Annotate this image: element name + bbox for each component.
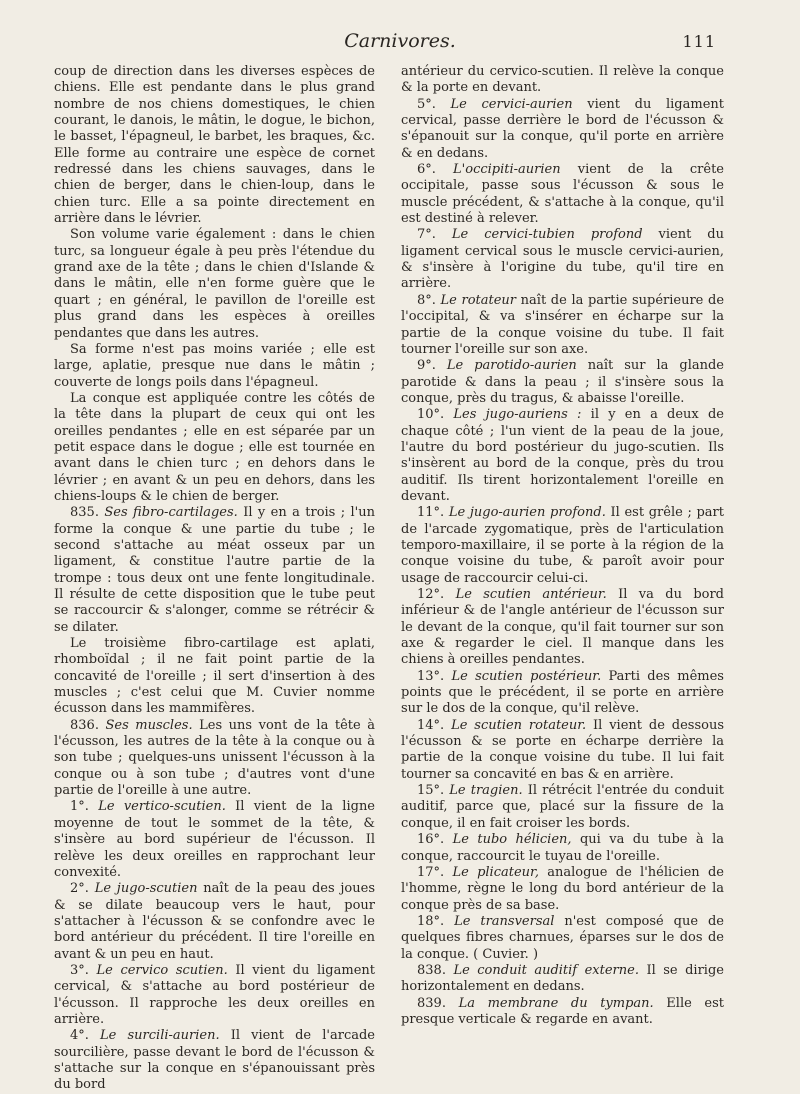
- item-number: 5°.: [417, 96, 436, 112]
- paragraph-text: Il vient de dessous l'écusson & se porte en écharpe derrière la partie de la conque voisine du tube. Il lui fait tourner sa concavité en bas & en arrière.: [401, 717, 725, 782]
- paragraph-text: Elle est presque verticale & regarde en avant.: [401, 995, 724, 1027]
- item-label: Le scutien antérieur.: [455, 587, 607, 602]
- item-label: Le plicateur,: [452, 864, 539, 880]
- item-label: Les jugo-auriens :: [453, 407, 582, 423]
- paragraph-text: Il vient de la ligne moyenne de tout le sommet de la tête, & s'insère au bord supérieur de l'écusson. Il relève les deux oreilles en rapprochant leur convexité.: [54, 799, 376, 880]
- paragraph: [401, 718, 724, 783]
- paragraph-text: Il se dirige horizontalement en dedans.: [401, 962, 724, 995]
- item-number: 18°.: [417, 913, 445, 929]
- item-number: 9°.: [417, 358, 436, 374]
- item-label: Le transversal: [454, 913, 555, 929]
- item-label: Le cervici-aurien: [450, 96, 573, 112]
- item-label: Le scutien postérieur.: [451, 668, 602, 684]
- item-label: Le surcili-aurien.: [100, 1028, 220, 1044]
- item-label: Le tubo hélicien,: [452, 832, 572, 848]
- page-header: [0, 30, 800, 58]
- item-label: Le vertico-scutien.: [98, 799, 226, 815]
- paragraph-text: naît sur la glande parotide & dans la peau ; il s'insère sous la conque, près du tragus, & abaisse l'oreille.: [401, 358, 724, 406]
- item-label: Le cervici-tubien profond: [451, 227, 643, 243]
- paragraph: [54, 881, 375, 963]
- paragraph-text: Son volume varie également : dans le chien turc, sa longueur égale à peu près l'étendue du grand axe de la tête ; dans le chien d'Islande & dans le mâtin, elle n'en forme guère que le quart ; en général, le pavillon de l'oreille est plus grand dans les espèces à oreilles pendantes que dans les autres.: [54, 227, 375, 341]
- item-number: 6°.: [417, 162, 436, 178]
- paragraph-text: Les uns vont de la tête à l'écusson, les autres de la tête à la conque ou à son tube ; quelques-uns unissent l'écusson à la conque ou à son tube ; d'autres vont d'une partie de l'oreille à une autre.: [54, 717, 375, 799]
- paragraph: [401, 996, 724, 1029]
- paragraph-text: analogue de l'hélicien de l'homme, règne le long du bord antérieur de la conque près de sa base.: [401, 864, 724, 913]
- paragraph: [401, 914, 724, 963]
- paragraph-text: naît de la peau des joues & se dilate beaucoup vers le haut, pour s'attacher à l'écusson & se confondre avec le bord antérieur du précédent. Il tire l'oreille en avant & un peu en haut.: [54, 881, 375, 962]
- item-label: Le conduit auditif externe.: [453, 962, 639, 978]
- paragraph: [54, 227, 375, 341]
- page-number: 111: [682, 32, 716, 51]
- item-number: 16°.: [417, 832, 445, 848]
- item-number: 4°.: [70, 1028, 89, 1044]
- paragraph-text: coup de direction dans les diverses espèces de chiens. Elle est pendante dans le plus grand nombre de nos chiens domestiques, le chien courant, le danois, le mâtin, le dogue, le bichon, le basset, l'épagneul, le barbet, les braques, &c. Elle forme au contraire une espèce de cornet redressé dans les chiens sauvages, dans le chien de berger, dans le chien-loup, dans le chien turc. Elle a sa pointe directement en arrière dans le lévrier.: [54, 64, 375, 227]
- running-title: Carnivores.: [344, 30, 456, 52]
- paragraph: [401, 963, 724, 996]
- item-label: Le scutien rotateur.: [451, 717, 587, 733]
- paragraph-text: Il y en a trois ; l'un forme la conque & une partie du tube ; le second s'attache au méat osseux par un ligament, & constitue l'autre partie de la trompe : tous deux ont une fente longitudinale. Il résulte de cette disposition que le tube peut se raccourcir & s'alonger, comme se rétrécir & se dilater.: [54, 505, 376, 635]
- paragraph-text: Il vient de l'arcade sourcilière, passe devant le bord de l'écusson & s'attache sur la conque en s'épanouissant près du bord: [54, 1028, 375, 1093]
- item-number: 17°.: [417, 864, 445, 880]
- paragraph: [401, 783, 724, 832]
- paragraph: [401, 358, 724, 407]
- item-number: 8°.: [417, 292, 436, 308]
- item-number: 836.: [70, 717, 99, 733]
- paragraph-text: Sa forme n'est pas moins variée ; elle est large, aplatie, presque nue dans le mâtin ; couverte de longs poils dans l'épagneul.: [54, 341, 375, 390]
- item-number: 835.: [70, 505, 99, 521]
- paragraph: [401, 505, 724, 587]
- item-number: 10°.: [417, 407, 445, 423]
- item-number: 15°.: [417, 783, 445, 799]
- paragraph-text: Parti des mêmes points que le précédent, il se porte en arrière sur le dos de la conque, qu'il relève.: [401, 668, 724, 717]
- item-number: 13°.: [417, 668, 445, 684]
- paragraph: [401, 407, 724, 505]
- paragraph: [401, 669, 724, 718]
- paragraph: [401, 162, 724, 227]
- left-column: [54, 64, 375, 1094]
- paragraph: [401, 64, 724, 97]
- item-number: 2°.: [70, 881, 89, 897]
- paragraph: [401, 227, 724, 292]
- paragraph-text: n'est composé que de quelques fibres charnues, éparses sur le dos de la conque. ( Cuvier. ): [401, 913, 724, 962]
- paragraph-text: naît de la partie supérieure de l'occipital, & va s'insérer en écharpe sur la partie de la conque voisine du tube. Il fait tourner l'oreille sur son axe.: [401, 292, 725, 357]
- item-number: 14°.: [417, 717, 445, 733]
- item-number: 839.: [417, 995, 446, 1011]
- right-column: [401, 64, 724, 1028]
- paragraph-text: vient du ligament cervical sous le muscle cervici-aurien, & s'insère à l'origine du tube, qu'il tire en arrière.: [401, 227, 724, 292]
- paragraph-text: qui va du tube à la conque, raccourcit le tuyau de l'oreille.: [401, 832, 724, 864]
- paragraph: [54, 963, 375, 1028]
- paragraph-text: La conque est appliquée contre les côtés de la tête dans la plupart de ceux qui ont les oreilles pendantes ; elle en est séparée par un petit espace dans le dogue ; elle est tournée en avant dans le chien turc ; en dehors dans le lévrier ; en avant & un peu en dehors, dans les chiens-loups & le chien de berger.: [54, 390, 375, 504]
- paragraph-text: Il est grêle ; part de l'arcade zygomatique, près de l'articulation temporo-maxillaire, il se porte à la région de la conque voisine du tube, & paroît avoir pour usage de raccourcir celui-ci.: [401, 505, 724, 586]
- paragraph: [401, 832, 724, 865]
- paragraph: [54, 718, 375, 800]
- item-label: Le parotido-aurien: [446, 358, 577, 374]
- paragraph: [401, 293, 724, 358]
- paragraph: [54, 64, 375, 227]
- item-number: 838.: [417, 962, 446, 978]
- item-label: L'occipiti-aurien: [453, 162, 561, 178]
- paragraph: [54, 799, 375, 881]
- item-number: 12°.: [417, 587, 445, 602]
- item-label: La membrane du tympan.: [458, 995, 654, 1011]
- paragraph: [401, 587, 724, 669]
- item-number: 1°.: [70, 799, 89, 815]
- item-number: 3°.: [70, 962, 89, 978]
- paragraph-text: Le troisième fibro-cartilage est aplati, rhomboïdal ; il ne fait point partie de la concavité de l'oreille ; il sert d'insertion à des muscles ; c'est celui que M. Cuvier nomme écusson dans les mammifères.: [54, 636, 375, 717]
- item-label: Le cervico scutien.: [96, 962, 228, 978]
- paragraph: [401, 865, 724, 914]
- paragraph: [54, 1028, 375, 1093]
- item-label: Le jugo-scutien: [94, 881, 198, 897]
- paragraph-text: il y en a deux de chaque côté ; l'un vient de la peau de la joue, l'autre du bord postérieur du jugo-scutien. Ils s'insèrent au bord de la conque, près du trou auditif. Ils tirent horizontalement l'oreille en devant.: [401, 407, 725, 504]
- paragraph: [54, 636, 375, 718]
- item-label: Le jugo-aurien profond.: [448, 505, 606, 521]
- item-label: Ses muscles.: [105, 717, 193, 733]
- item-label: Le rotateur: [440, 292, 517, 308]
- item-number: 11°.: [417, 505, 445, 521]
- paragraph: [54, 391, 375, 505]
- paragraph-text: antérieur du cervico-scutien. Il relève la conque & la porte en devant.: [401, 64, 724, 96]
- item-number: 7°.: [417, 227, 436, 243]
- paragraph-text: Il va du bord inférieur & de l'angle antérieur de l'écusson sur le devant de la conque, qu'il fait tourner sur son axe & regarder le ciel. Il manque dans les chiens à oreilles pendantes.: [401, 587, 725, 668]
- paragraph: [401, 97, 724, 162]
- paragraph-text: vient de la crête occipitale, passe sous l'écusson & sous le muscle précédent, & s'attache à la conque, qu'il est destiné à relever.: [401, 162, 724, 227]
- paragraph: [54, 505, 375, 636]
- item-label: Le tragien.: [449, 783, 523, 799]
- paragraph-text: vient du ligament cervical, passe derrière le bord de l'écusson & s'épanouit sur la conque, qu'il porte en arrière & en dedans.: [401, 96, 724, 161]
- item-label: Ses fibro-cartilages.: [104, 505, 238, 521]
- paragraph: [54, 342, 375, 391]
- paragraph-text: Il rétrécit l'entrée du conduit auditif, parce que, placé sur la fissure de la conque, il en fait croiser les bords.: [401, 783, 724, 831]
- paragraph-text: Il vient du ligament cervical, & s'attache au bord postérieur de l'écusson. Il rapproche les deux oreilles en arrière.: [54, 962, 375, 1027]
